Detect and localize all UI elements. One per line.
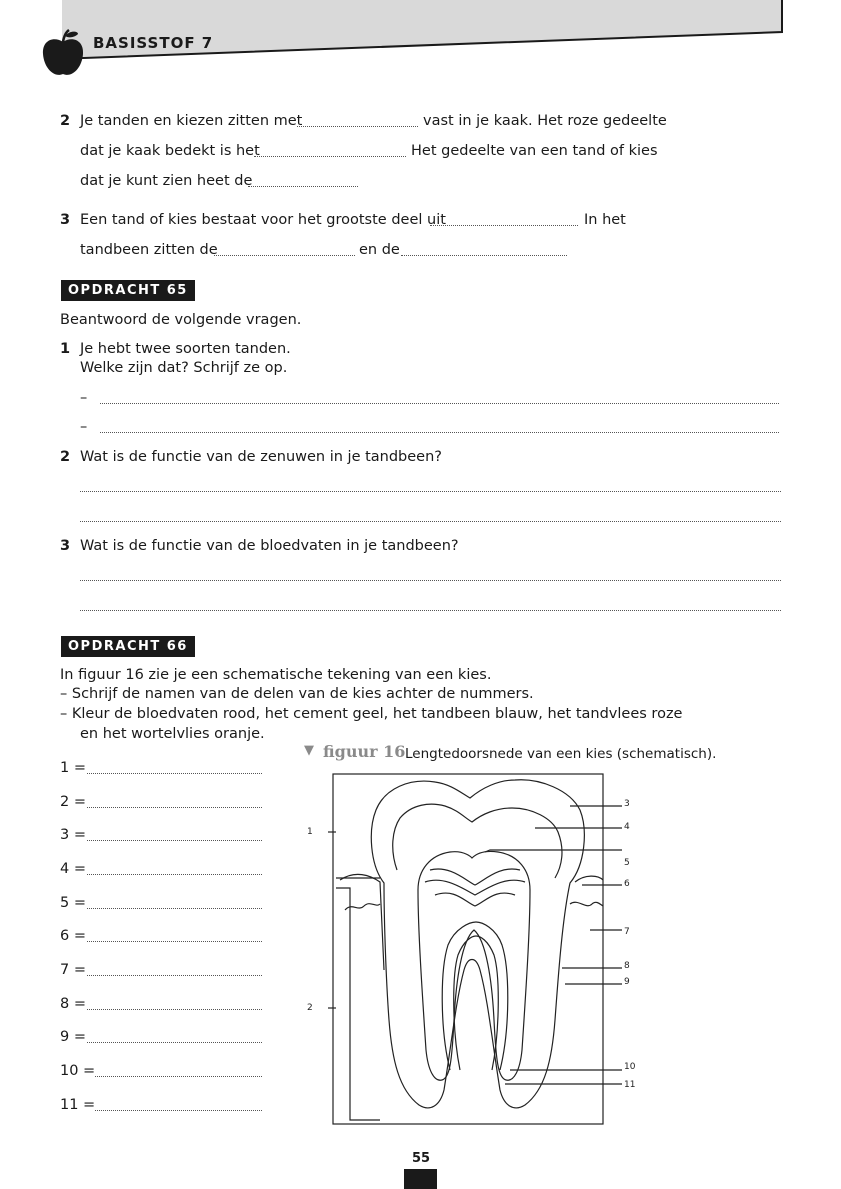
question-number: 1 bbox=[60, 341, 71, 357]
gum-right bbox=[575, 876, 603, 882]
answer-line[interactable] bbox=[87, 840, 262, 841]
question-text: Wat is de functie van de bloedvaten in je tandbeen? bbox=[80, 538, 459, 554]
page-number: 55 bbox=[412, 1151, 431, 1166]
molar-diagram bbox=[300, 770, 650, 1130]
answer-line[interactable] bbox=[100, 403, 779, 404]
chapter-title: BASISSTOF 7 bbox=[93, 34, 214, 52]
answer-line[interactable] bbox=[95, 1110, 262, 1111]
answer-line[interactable] bbox=[80, 491, 781, 492]
question-text: Het gedeelte van een tand of kies bbox=[411, 143, 658, 159]
answer-label: 5 = bbox=[60, 895, 86, 911]
canal-line bbox=[454, 936, 499, 1070]
answer-blank[interactable] bbox=[248, 186, 358, 187]
answer-blank[interactable] bbox=[297, 126, 418, 127]
question-text: Een tand of kies bestaat voor het grootste deel uit bbox=[80, 212, 446, 228]
answer-line[interactable] bbox=[87, 908, 262, 909]
answer-line[interactable] bbox=[87, 773, 262, 774]
figure-number-label: 6 bbox=[624, 879, 630, 889]
diagram-frame bbox=[333, 774, 603, 1124]
answer-blank[interactable] bbox=[214, 255, 355, 256]
figure-label: figuur 16 bbox=[323, 742, 406, 761]
question-text: dat je kunt zien heet de bbox=[80, 173, 253, 189]
answer-line[interactable] bbox=[87, 807, 262, 808]
vessel-line bbox=[425, 880, 525, 895]
figure-caption: Lengtedoorsnede van een kies (schematisch). bbox=[405, 746, 717, 762]
list-dash: – bbox=[80, 419, 88, 435]
answer-label: 1 = bbox=[60, 760, 86, 776]
answer-line[interactable] bbox=[100, 432, 779, 433]
question-text: In het bbox=[584, 212, 626, 228]
figure-number-label: 10 bbox=[624, 1062, 636, 1072]
figure-number-label: 7 bbox=[624, 927, 630, 937]
answer-line[interactable] bbox=[80, 610, 781, 611]
instruction-text: Beantwoord de volgende vragen. bbox=[60, 312, 302, 328]
answer-label: 7 = bbox=[60, 962, 86, 978]
question-number: 3 bbox=[60, 538, 71, 554]
question-text: Wat is de functie van de zenuwen in je tandbeen? bbox=[80, 449, 442, 465]
list-dash: – bbox=[80, 390, 88, 406]
exercise-badge: OPDRACHT 65 bbox=[61, 280, 195, 301]
figure-number-label: 3 bbox=[624, 799, 630, 809]
question-text: dat je kaak bedekt is het bbox=[80, 143, 260, 159]
question-number: 2 bbox=[60, 449, 71, 465]
exercise-badge: OPDRACHT 66 bbox=[61, 636, 195, 657]
answer-label: 3 = bbox=[60, 827, 86, 843]
answer-label: 10 = bbox=[60, 1063, 96, 1079]
answer-line[interactable] bbox=[80, 521, 781, 522]
figure-number-label: 1 bbox=[307, 827, 313, 837]
triangle-down-icon: ▼ bbox=[304, 743, 314, 758]
pulp-outline bbox=[418, 851, 530, 1080]
answer-line[interactable] bbox=[87, 941, 262, 942]
gum-left bbox=[340, 874, 384, 970]
question-text: Welke zijn dat? Schrijf ze op. bbox=[80, 360, 288, 376]
enamel-line bbox=[393, 804, 562, 878]
tooth-outline bbox=[371, 780, 584, 1108]
answer-line[interactable] bbox=[80, 580, 781, 581]
question-text: Je tanden en kiezen zitten met bbox=[80, 113, 303, 129]
answer-label: 9 = bbox=[60, 1029, 86, 1045]
question-number: 3 bbox=[60, 212, 71, 228]
answer-line[interactable] bbox=[87, 1009, 262, 1010]
bracket-line bbox=[336, 888, 380, 1120]
bone-edge-right bbox=[570, 902, 603, 906]
instruction-text: – Schrijf de namen van de delen van de kies achter de nummers. bbox=[60, 686, 534, 702]
question-text: vast in je kaak. Het roze gedeelte bbox=[423, 113, 667, 129]
answer-line[interactable] bbox=[95, 1076, 262, 1077]
answer-label: 11 = bbox=[60, 1097, 96, 1113]
answer-label: 6 = bbox=[60, 928, 86, 944]
question-text: Je hebt twee soorten tanden. bbox=[80, 341, 291, 357]
answer-blank[interactable] bbox=[401, 255, 567, 256]
question-text: en de bbox=[359, 242, 400, 258]
answer-blank[interactable] bbox=[254, 156, 406, 157]
vessel-line bbox=[430, 869, 520, 885]
leader-line bbox=[485, 850, 622, 852]
page-tab bbox=[404, 1169, 437, 1189]
instruction-text: – Kleur de bloedvaten rood, het cement geel, het tandbeen blauw, het tandvlees roze bbox=[60, 706, 683, 722]
answer-line[interactable] bbox=[87, 874, 262, 875]
answer-label: 4 = bbox=[60, 861, 86, 877]
figure-number-label: 11 bbox=[624, 1080, 636, 1090]
figure-number-label: 4 bbox=[624, 822, 630, 832]
figure-number-label: 2 bbox=[307, 1003, 313, 1013]
answer-label: 8 = bbox=[60, 996, 86, 1012]
answer-line[interactable] bbox=[87, 1042, 262, 1043]
figure-number-label: 8 bbox=[624, 961, 630, 971]
question-text: tandbeen zitten de bbox=[80, 242, 218, 258]
figure-number-label: 5 bbox=[624, 858, 630, 868]
answer-label: 2 = bbox=[60, 794, 86, 810]
answer-line[interactable] bbox=[87, 975, 262, 976]
apple-icon bbox=[40, 28, 86, 80]
question-number: 2 bbox=[60, 113, 71, 129]
instruction-text: en het wortelvlies oranje. bbox=[80, 726, 265, 742]
figure-number-label: 9 bbox=[624, 977, 630, 987]
instruction-text: In figuur 16 zie je een schematische tekening van een kies. bbox=[60, 667, 492, 683]
answer-blank[interactable] bbox=[430, 225, 578, 226]
